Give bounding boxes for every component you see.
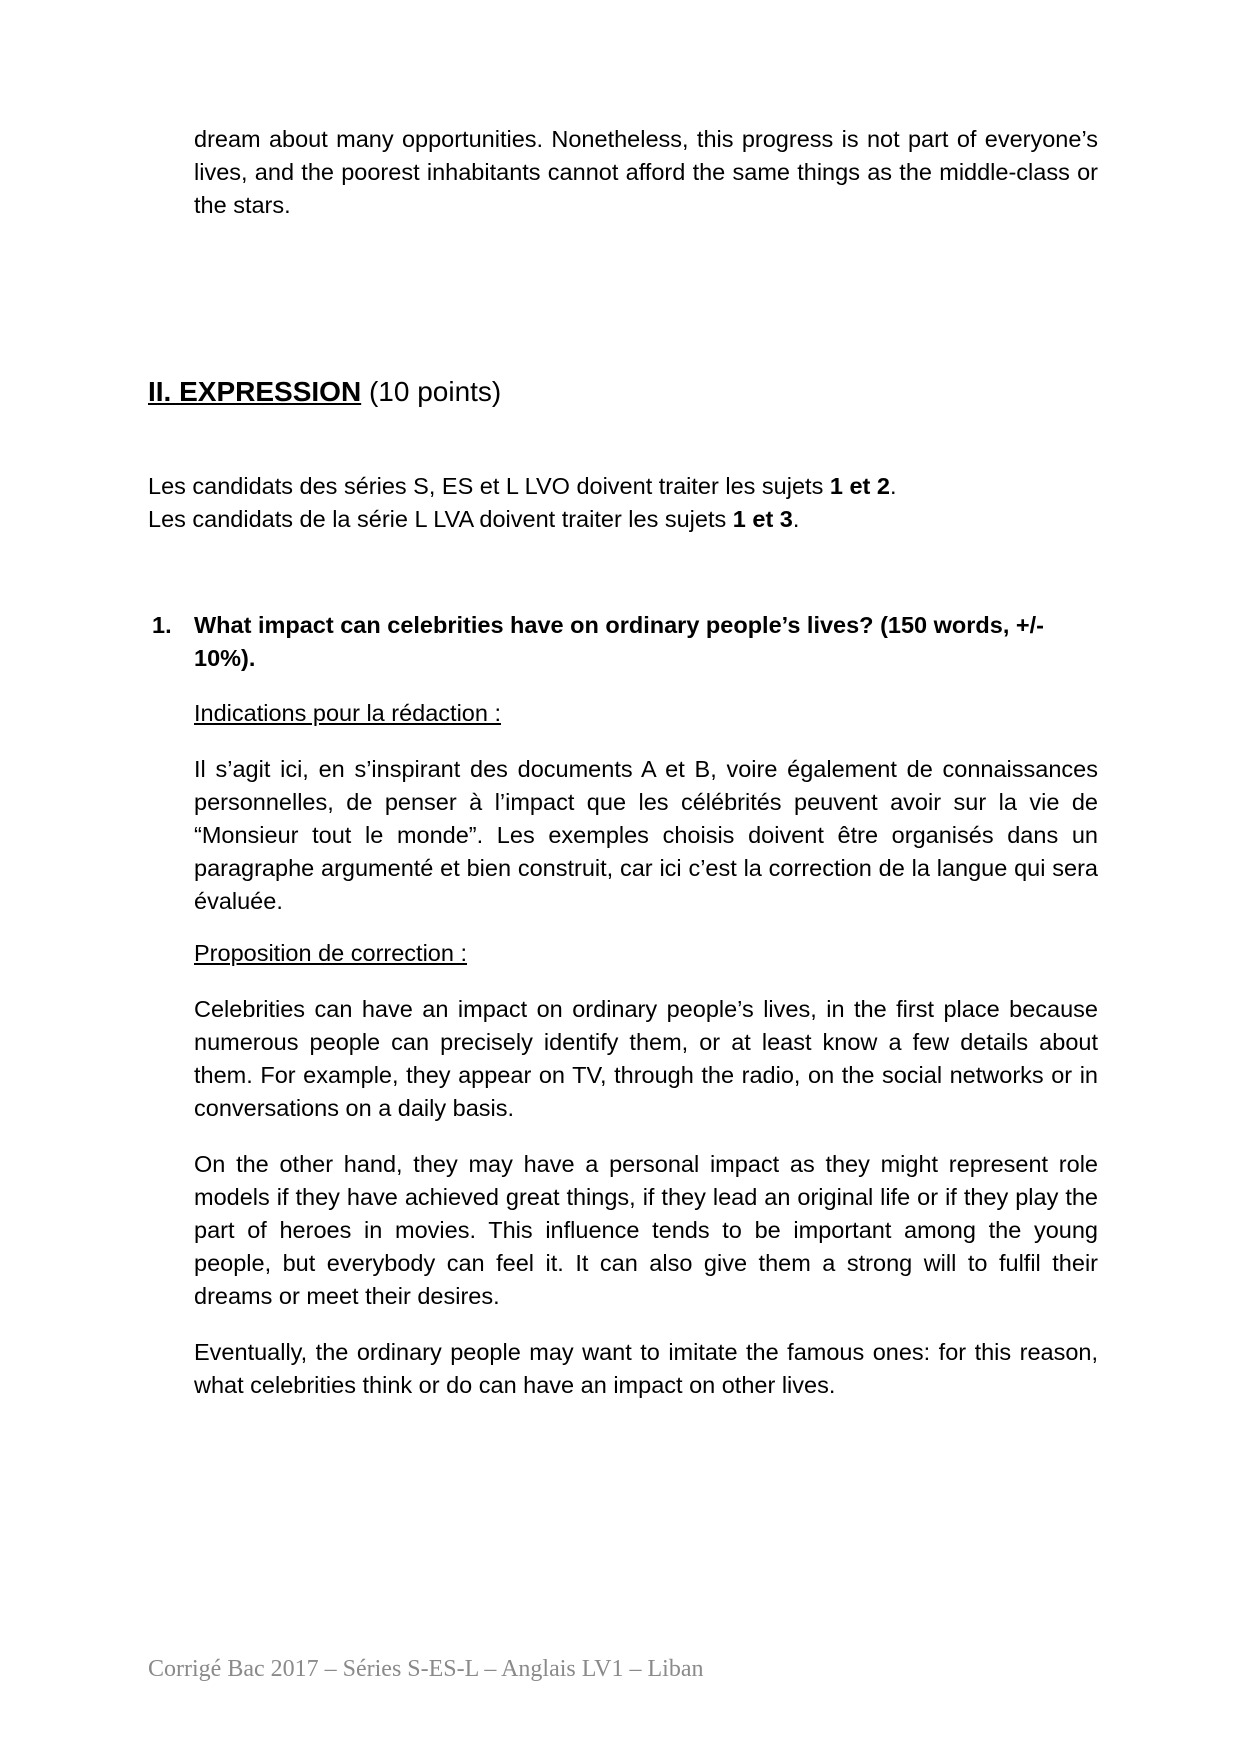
section-title-points: (10 points) [361, 376, 502, 407]
instruction-1-subjects: 1 et 2 [829, 473, 890, 499]
intro-paragraph: dream about many opportunities. Nonetheless, this progress is not part of everyone’s lives, and the poorest inhabitants cannot afford the same things as the middle-class or the stars. [194, 126, 1098, 218]
instruction-line-1 [148, 470, 1108, 503]
section-title [148, 372, 501, 412]
correction-paragraph-2: On the other hand, they may have a personal impact as they might represent role models if they have achieved great things, if they lead an original life or if they play the part of heroes in movies. This influence tends to be important among the young people, but everybody can feel it. It can also give them a strong will to fulfil their dreams or meet their desires. [194, 1151, 1098, 1309]
question-number: 1. [152, 612, 172, 638]
instruction-line-2 [148, 503, 1108, 536]
instruction-2-end: . [792, 506, 800, 532]
instruction-2-subjects: 1 et 3 [732, 506, 793, 532]
correction-paragraph-3: Eventually, the ordinary people may want to imitate the famous ones: for this reason, what celebrities think or do can have an impact on other lives. [194, 1339, 1098, 1398]
indications-paragraph: Il s’agit ici, en s’inspirant des documents A et B, voire également de connaissances personnelles, de penser à l’impact que les célébrités peuvent avoir sur la vie de “Monsieur tout le monde”. Les exemples choisis doivent être organisés dans un paragraphe argumenté et bien construit, car ici c’est la correction de la langue qui sera évaluée. [194, 756, 1098, 914]
section-title-strong: II. EXPRESSION [148, 376, 362, 407]
instruction-2-text: Les candidats de la série L LVA doivent traiter les sujets [148, 506, 733, 532]
correction-heading: Proposition de correction : [194, 940, 468, 966]
question-1 [152, 609, 1098, 675]
indications-heading: Indications pour la rédaction : [194, 700, 501, 726]
instructions [148, 470, 1108, 536]
correction-paragraph-1: Celebrities can have an impact on ordinary people’s lives, in the first place because numerous people can precisely identify them, or at least know a few details about them. For example, they appear on TV, through the radio, on the social networks or in conversations on a daily basis. [194, 996, 1098, 1121]
page-footer: Corrigé Bac 2017 – Séries S-ES-L – Anglais LV1 – Liban [148, 1656, 704, 1682]
question-text: What impact can celebrities have on ordinary people’s lives? (150 words, +/- 10%). [194, 612, 1044, 671]
instruction-1-end: . [889, 473, 897, 499]
instruction-1-text: Les candidats des séries S, ES et L LVO doivent traiter les sujets [148, 473, 830, 499]
